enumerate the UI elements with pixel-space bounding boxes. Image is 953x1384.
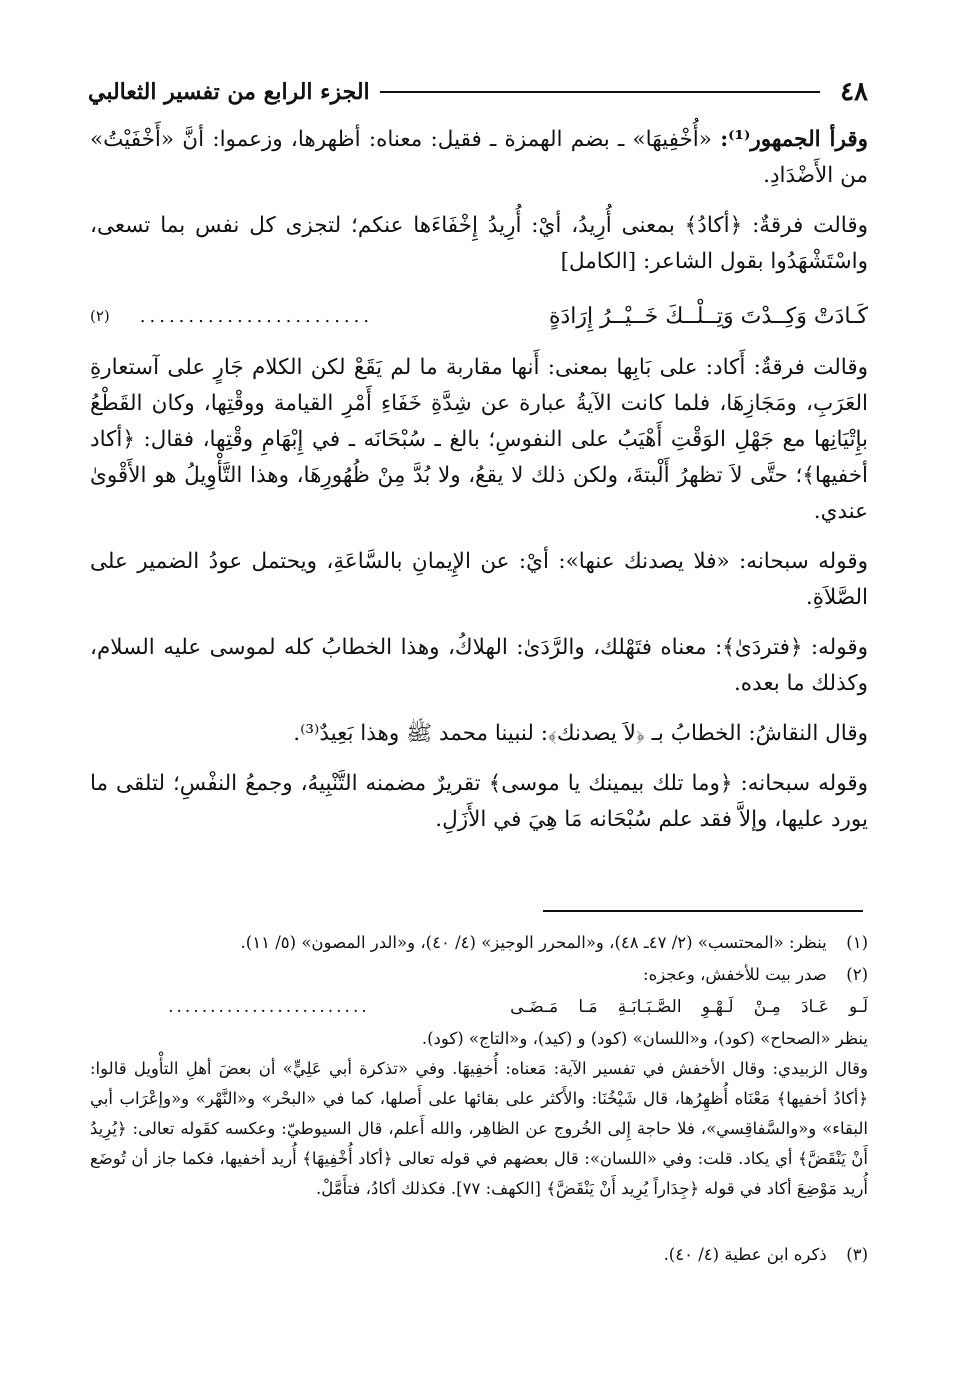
footnote-2-intro: صدر بيت للأخفش، وعجزه:: [643, 965, 827, 984]
paragraph-6: وقال النقاشُ: الخطابُ بـ ﴿لاَ يصدنك﴾: لنبينا محمد ﷺ وهذا بَعِيدٌ⁽³⁾.: [293, 721, 868, 746]
footnote-separator: [543, 910, 863, 912]
footnote-1-text: ينظر: «المحتسب» (٢/ ٤٧ـ ٤٨)، و«المحرر الوجيز» (٤/ ٤٠)، و«الدر المصون» (٥/ ١١).: [240, 933, 827, 952]
paragraph-1-text: «أُخْفِيهَا» ـ بضم الهمزة ـ فقيل: معناه: أظهرها، وزعموا: أنَّ «أَخْفَيْتُ» من الأَضْدَادِ.: [90, 127, 868, 188]
paragraph-7: وقوله سبحانه: ﴿وما تلك بيمينك يا موسى﴾ تقريرٌ مضمنه التَّنْبِيهُ، وجمعُ النفْسِ؛ لتلقى ما يورد عليها، وإلاَّ فقد علم سُبْحَانه مَا هِيَ في الأَزَلِ.: [90, 771, 868, 832]
page-number: ٤٨: [840, 77, 868, 107]
footnote-1: [90, 928, 868, 958]
footnote-2-commentary: وقال الزبيدي: وقال الأخفش في تفسير الآية: مَعناه: أُخفِيهَا. وفي «تذكرة أبي عَلِيٍّ» أن بعضَ أهلِ التأْويل قالوا: ﴿أكادُ أخفيها﴾ مَعْنَاه أُظهِرُها، قال شَيْخُنَا: والأَكثر على بقائها على أَصلها، كما في «البحْر» و«النَّهْر» و«وإعْرَاب أبي البقاء» و«والسَّفاقِسي»، فلا حاجة إِلى الخُروج عن الظاهِر، والله أَعلم، قال السيوطيّ: وعكسه كقَوله تعالى: ﴿يُرِيدُ أَنْ يَنْقَضَّ﴾ أي يكاد. قلت: وفي «اللسان»: قال بعضهم في قوله تعالى ﴿أكاد أُخْفِيهَا﴾ أُريد أخفيها، فكما جاز أن تُوضَع أُريد مَوْضِعَ أكاد في قوله ﴿جِدَاراً يُرِيد أَنْ يَنْقَضَّ﴾ [الكهف: ٧٧]. فكذلك أكادُ، فتأَمَّلْ.: [90, 1059, 868, 1198]
verse-footnote-ref: (٢): [90, 307, 110, 325]
running-header: [88, 72, 868, 112]
poem-half-verse: لَـو عَـادَ مِـنْ لَـهْـوِ الصَّـبَـابَـةِ مَـا مَـضَـى: [510, 997, 868, 1017]
paragraph-1-lead: وقرأ الجمهور⁽¹⁾:: [720, 127, 868, 152]
footnote-3-text: ذكره ابن عطية (٤/ ٤٠).: [663, 1245, 827, 1264]
footnote-2-sources: ينظر «الصحاح» (كود)، و«اللسان» (كود) و (كيد)، و«التاج» (كود).: [421, 1029, 868, 1048]
paragraph-1: [90, 122, 868, 194]
poem-ellipsis: ........................: [168, 997, 370, 1017]
footnote-2-number: (٢): [846, 965, 868, 984]
footnote-3-number: (٣): [846, 1245, 868, 1264]
footnote-3: [90, 1240, 868, 1270]
verse-ellipsis: ........................: [139, 305, 374, 327]
verse-line: [90, 294, 868, 338]
main-text: [90, 122, 868, 852]
header-rule: [380, 91, 820, 93]
footnote-2: [90, 960, 868, 1204]
paragraph-2: وقالت فرقةٌ: ﴿أكادُ﴾ بمعنى أُرِيدُ، أيْ: أُرِيدُ إِخْفَاءَها عنكم؛ لتجزى كل نفس بما تسعى، واسْتَشْهَدُوا بقول الشاعر: [الكامل]: [90, 213, 868, 274]
paragraph-4: وقوله سبحانه: «فلا يصدنك عنها»: أيْ: عن الإِيمانِ بالسَّاعَةِ، ويحتمل عودُ الضمير على الصَّلاَةِ.: [90, 549, 868, 610]
footnote-2-poem: [90, 992, 868, 1022]
paragraph-3: وقالت فرقةٌ: أَكاد: على بَابِها بمعنى: أَنها مقاربة ما لم يَقَعْ لكن الكلام جَارٍ على آستعارةِ العَرَبِ، ومَجَازِهَا، فلما كانت الآيةُ عبارة عن شِدَّةِ خَفَاءِ أَمْرِ القيامة ووقْتِها، وكان القَطْعُ بإِتْيَانِها مع جَهْلِ الوَقْتِ أَهْيَبُ على النفوسِ؛ بالغ ـ سُبْحَانَه ـ في إِبْهَامِ وقْتِها، فقال: ﴿أكاد أخفيها﴾؛ حتَّى لاَ تظهرُ أَلْبتةَ، ولكن ذلك لا يقعُ، ولا بُدَّ مِنْ ظُهُورِهَا، وهذا التَّأْوِيلُ هو الأَقْوىٰ عندي.: [90, 355, 868, 524]
running-title: الجزء الرابع من تفسير الثعالبي: [88, 79, 370, 105]
paragraph-5: وقوله: ﴿فتردَىٰ﴾: معناه فتَهْلك، والرَّدَىٰ: الهلاكُ، وهذا الخطابُ كله لموسى عليه السلام، وكذلك ما بعده.: [90, 635, 868, 696]
footnote-1-number: (١): [846, 933, 868, 952]
verse-text: كَـادَتْ وَكِــدْتَ وَتِــلْــكَ خَــيْــرُ إِرَادَةٍ: [548, 303, 868, 329]
